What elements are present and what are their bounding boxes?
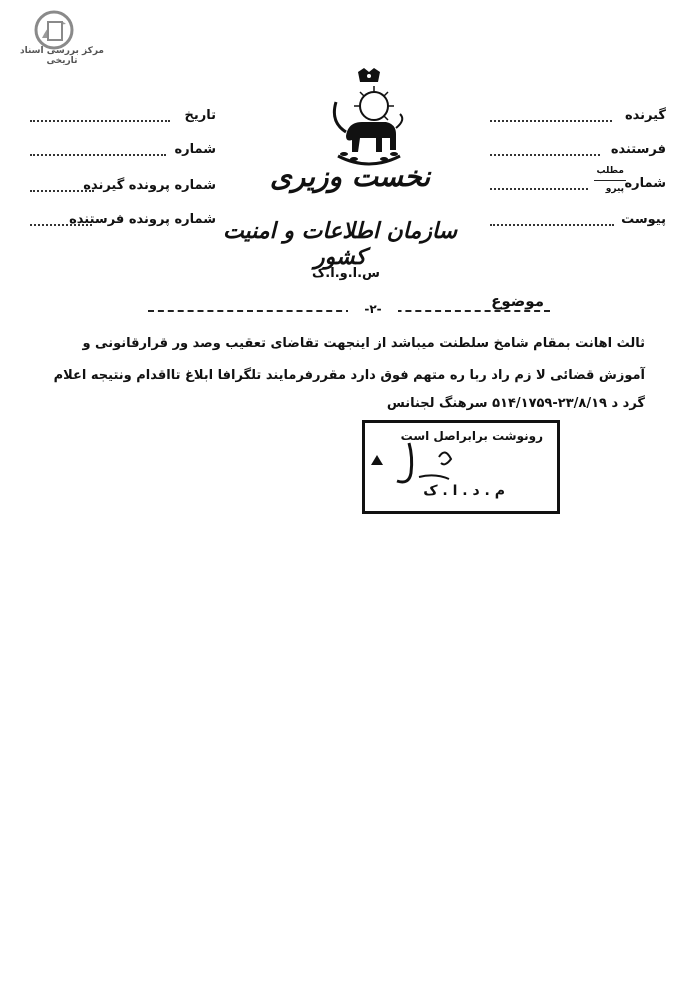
number-left-dotted-line: [30, 154, 166, 156]
number-sub-a: مطلب: [596, 166, 624, 176]
body-line-2: آموزش قضائی لا زم راد ربا ره متهم فوق دارد مقررفرمایند تلگرافا ابلاغ تااقدام ونتیجه اعلام: [53, 368, 645, 383]
receiver-field: [490, 108, 666, 128]
lion-and-sun-emblem-icon: [326, 66, 412, 172]
number-left-label: شماره: [174, 142, 216, 157]
number-left-field: [30, 142, 216, 162]
organization-title: سازمان اطلاعات و امنیت کشور: [222, 218, 458, 270]
body-line-3: گرد د ۲۳/۸/۱۹-۵۱۴/۱۷۵۹ سرهنگ لجنانس: [386, 396, 645, 411]
organization-code: س.ا.و.ا.ک: [312, 266, 380, 281]
sender-file-field: [30, 212, 216, 232]
stamp-code: م . د . ا . ک: [423, 483, 505, 499]
sender-file-dotted-line: [30, 224, 92, 226]
number-field: [490, 166, 666, 196]
receiver-file-field: [30, 178, 216, 198]
number-label: شماره: [624, 176, 666, 191]
attachment-field: [490, 212, 666, 232]
watermark-text: مرکز بررسی اسناد تاریخی: [20, 46, 104, 66]
receiver-file-dotted-line: [30, 190, 94, 192]
copy-text: رونوشت برابراصل است: [400, 429, 543, 443]
sender-field: [490, 142, 666, 162]
receiver-dotted-line: [490, 120, 612, 122]
certified-copy-stamp: [362, 420, 560, 514]
date-dotted-line: [30, 120, 170, 122]
number-sub-b: پیرو: [605, 184, 624, 194]
attachment-label: پیوست: [621, 212, 666, 227]
sender-label: فرستنده: [610, 142, 666, 157]
subject-value: -۲-: [348, 302, 398, 316]
number-dotted-line: [490, 188, 588, 190]
receiver-label: گیرنده: [624, 108, 666, 123]
attachment-dotted-line: [490, 224, 614, 226]
sender-file-label: شماره پرونده فرستنده: [69, 212, 216, 227]
subject-label: موضوع: [491, 292, 544, 310]
stamp-mark-icon: [369, 453, 385, 469]
sender-dotted-line: [490, 154, 600, 156]
receiver-file-label: شماره پرونده گیرنده: [83, 178, 216, 193]
date-field: [30, 108, 216, 128]
ministry-title: نخست وزیری: [269, 160, 431, 193]
body-line-1: ثالث اهانت بمقام شامخ سلطنت میباشد از اینجهت تقاضای تعقیب وصد ور قرارقانونی و: [82, 336, 645, 351]
date-label: تاریخ: [184, 108, 216, 123]
number-fraction-line: [594, 180, 626, 181]
